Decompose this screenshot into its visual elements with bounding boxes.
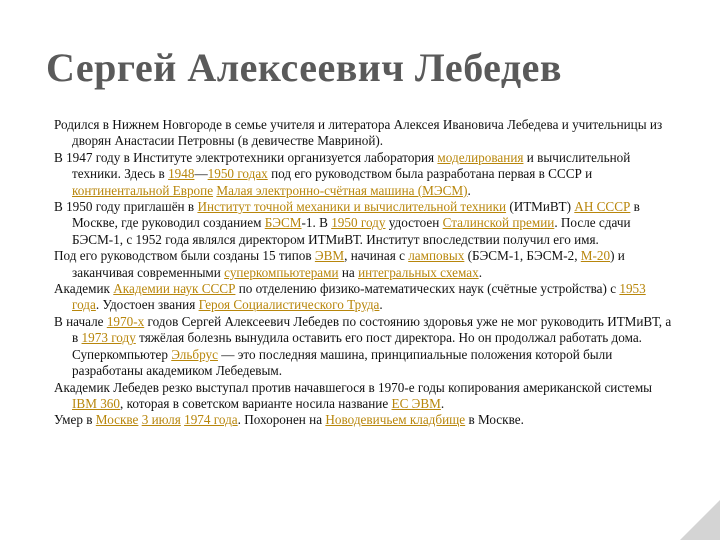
hyperlink[interactable]: Академии наук СССР [113, 281, 236, 297]
text-run: Умер в [54, 412, 96, 428]
text-run: . [440, 395, 445, 411]
hyperlink[interactable]: 1974 года [184, 412, 238, 428]
hyperlink[interactable]: БЭСМ [264, 215, 302, 231]
hyperlink[interactable]: Москве [95, 412, 139, 428]
text-run: на [338, 264, 359, 280]
biography-text [54, 117, 674, 429]
hyperlink[interactable]: 1950 году [331, 215, 386, 231]
hyperlink[interactable]: ЭВМ [314, 248, 345, 264]
paragraph [54, 117, 674, 150]
hyperlink[interactable]: Малая электронно-счётная машина (МЭСМ) [216, 182, 468, 198]
paragraph [54, 380, 674, 413]
hyperlink[interactable]: Эльбрус [171, 346, 218, 362]
text-run: по отделению физико-математических наук (счётные устройства) с [235, 281, 620, 297]
hyperlink[interactable]: суперкомпьютерами [224, 264, 339, 280]
text-run: В начале [54, 313, 107, 329]
text-run: — [194, 166, 208, 182]
hyperlink[interactable]: Героя Социалистического Труда [198, 297, 380, 313]
text-run: В 1950 году приглашён в [54, 199, 198, 215]
hyperlink[interactable]: Сталинской премии [442, 215, 555, 231]
paragraph [54, 412, 674, 428]
hyperlink[interactable]: 3 июля [141, 412, 181, 428]
hyperlink[interactable]: интегральных схемах [358, 264, 479, 280]
hyperlink[interactable]: моделирования [437, 149, 524, 165]
text-run: тяжёлая болезнь вынудила оставить его пост директора. Но он продолжал работать дома. Суперкомпьютер [72, 330, 642, 362]
text-run: и вычислительной техники. Здесь в [72, 149, 631, 182]
hyperlink[interactable]: М-20 [580, 248, 611, 264]
hyperlink[interactable]: 1950 годах [207, 166, 268, 182]
hyperlink[interactable]: ЕС ЭВМ [391, 395, 441, 411]
paragraph [54, 314, 674, 380]
text-run: удостоен [385, 215, 443, 231]
text-run: -1. В [301, 215, 332, 231]
hyperlink[interactable]: Институт точной механики и вычислительной техники [197, 199, 507, 215]
text-run: (БЭСМ-1, БЭСМ-2, [464, 248, 581, 264]
hyperlink[interactable]: Новодевичьем кладбище [325, 412, 466, 428]
text-run: . [478, 264, 482, 280]
text-run: . Похоронен на [237, 412, 326, 428]
text-run: . [379, 297, 383, 313]
text-run: Под его руководством были созданы 15 типов [54, 248, 315, 264]
text-run: , которая в советском варианте носила название [120, 395, 392, 411]
text-run: . Удостоен звания [95, 297, 199, 313]
text-run: в Москве, где руководил созданием [72, 199, 640, 231]
text-run: . После сдачи БЭСМ-1, с 1952 года являлся директором ИТМиВТ. Институт впоследствии получил его имя. [72, 215, 631, 247]
hyperlink[interactable]: 1973 году [81, 330, 136, 346]
text-run: В 1947 году в Институте электротехники организуется лаборатория [54, 149, 438, 165]
hyperlink[interactable]: 1953 года [72, 281, 646, 313]
paragraph [54, 199, 674, 248]
page-title: Сергей Алексеевич Лебедев [46, 45, 562, 90]
paragraph [54, 281, 674, 314]
paragraph [54, 150, 674, 199]
text-run: . [467, 182, 471, 198]
text-run: Академик [54, 281, 114, 297]
hyperlink[interactable]: 1948 [168, 166, 195, 182]
text-run: Родился в Нижнем Новгороде в семье учителя и литератора Алексея Ивановича Лебедева и учительницы из дворян Анастасии Петровны (в девичестве Мавриной). [54, 117, 663, 149]
text-run: Академик Лебедев резко выступал против начавшегося в 1970-е годы копирования американской системы [54, 379, 653, 395]
hyperlink[interactable]: АН СССР [574, 199, 631, 215]
hyperlink[interactable]: IBM 360 [72, 395, 120, 411]
corner-decoration [680, 500, 720, 540]
text-run: — это последняя машина, принципиальные положения которой были разработаны академиком Лебедевым. [72, 346, 613, 379]
text-run: (ИТМиВТ) [506, 199, 575, 215]
text-run: под его руководством была разработана первая в СССР и [267, 166, 593, 182]
paragraph [54, 248, 674, 281]
text-run: , начиная с [344, 248, 409, 264]
text-run: ) и заканчивая современными [72, 248, 625, 280]
text-run: в Москве. [465, 412, 524, 428]
hyperlink[interactable]: 1970-х [106, 313, 145, 329]
text-run: годов Сергей Алексеевич Лебедев по состоянию здоровья уже не мог руководить ИТМиВТ, а в [72, 313, 672, 346]
hyperlink[interactable]: континентальной Европе [72, 182, 214, 198]
hyperlink[interactable]: ламповых [408, 248, 465, 264]
